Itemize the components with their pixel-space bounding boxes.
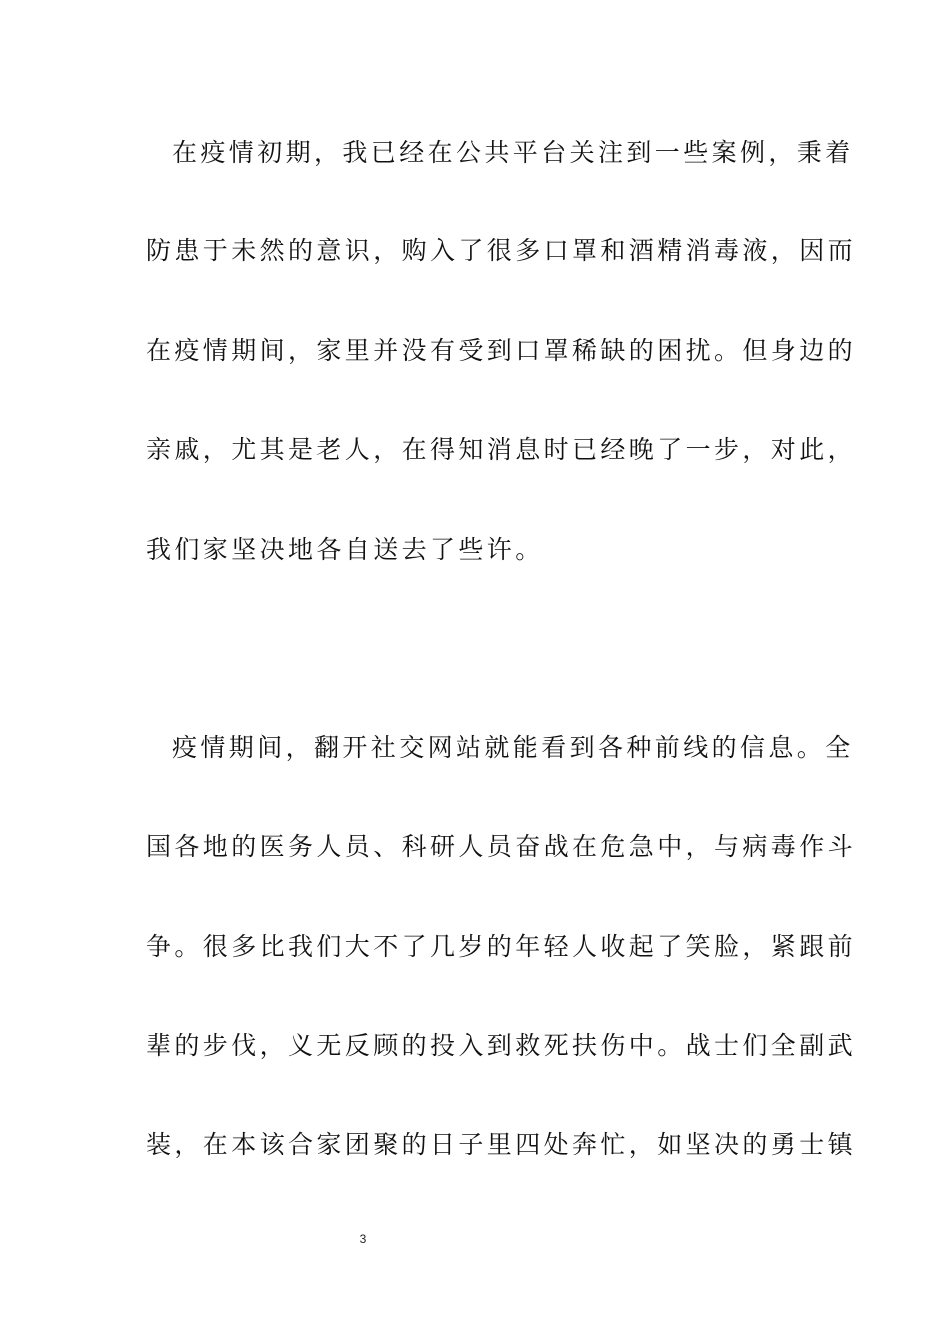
paragraph-2-line-3: 争。很多比我们大不了几岁的年轻人收起了笑脸，紧跟前	[146, 932, 857, 961]
paragraph-1-line-5: 我们家坚决地各自送去了些许。	[146, 535, 544, 564]
paragraph-2-line-5: 装，在本该合家团聚的日子里四处奔忙，如坚决的勇士镇	[146, 1130, 857, 1159]
paragraph-2-line-1: 疫情期间，翻开社交网站就能看到各种前线的信息。全	[172, 733, 854, 762]
paragraph-1-line-2: 防患于未然的意识，购入了很多口罩和酒精消毒液，因而	[146, 236, 857, 265]
paragraph-1-line-1: 在疫情初期，我已经在公共平台关注到一些案例，秉着	[172, 138, 854, 167]
page-number: 3	[359, 1232, 367, 1246]
paragraph-2-line-2: 国各地的医务人员、科研人员奋战在危急中，与病毒作斗	[146, 832, 857, 861]
paragraph-2-line-4: 辈的步伐，义无反顾的投入到救死扶伤中。战士们全副武	[146, 1031, 857, 1060]
paragraph-1-line-4: 亲戚，尤其是老人，在得知消息时已经晚了一步，对此，	[146, 435, 857, 464]
paragraph-1-line-3: 在疫情期间，家里并没有受到口罩稀缺的困扰。但身边的	[146, 336, 857, 365]
